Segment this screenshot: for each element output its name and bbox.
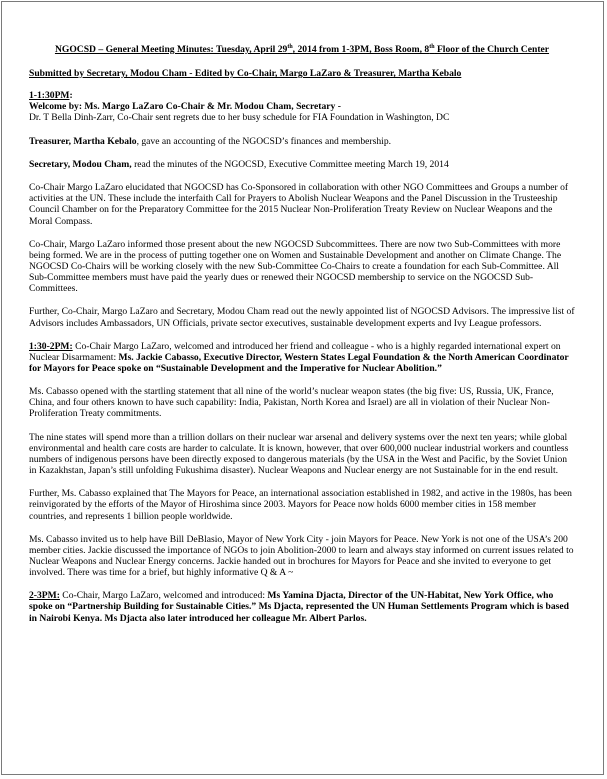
regrets-line: Dr. T Bella Dinh-Zarr, Co-Chair sent regrets due to her busy schedule for FIA Foundation in Washington, DC [29,112,450,124]
subcommittees-paragraph: Co-Chair, Margo LaZaro informed those present about the new NGOCSD Subcommittees. There are now two Sub-Committees with more being formed. We are in the process of putting together one on Women and Sustainable Development and another on Climate Change. The NGOCSD Co-Chairs will be working closely with the new Sub-Committee Co-Chairs to create a foundation for each Sub-Committee. All Sub-Committee members must have paid the yearly dues or renewed their NGOCSD membership to service on the NGOCSD Sub-Committees. [29,238,562,295]
advisors-paragraph: Further, Co-Chair, Margo LaZaro and Secretary, Modou Cham read out the newly appointed list of NGOCSD Advisors. The impressive list of Advisors includes Ambassadors, UN Officials, private sector executives, sustainable development experts and Ivy League professors. [29,306,575,329]
deblasio-paragraph: Ms. Cabasso invited us to help have Bill DeBlasio, Mayor of New York City - join Mayors for Peace. New York is not one of the USA’s 200 member cities. Jackie discussed the importance of NGOs to join Abolition-2000 to learn and always stay informed on current issues related to Nuclear Weapons and Nuclear Energy concerns. Jackie handed out in brochures for Mayors for Peace and she invited to everyone to get involved. There was time for a brief, but highly informative Q & A ~ [29,533,574,579]
session-2-paragraph: 1:30-2PM: Co-Chair Margo LaZaro, welcomed and introduced her friend and colleague - who is a highly regarded international expert on Nuclear Disarmament: Ms. Jackie Cabasso, Executive Director, Western States Legal Foundation & the North American Coordinator for Mayors for Peace spoke on “Sustainable Development and the Imperative for Nuclear Abolition.” [29,340,569,374]
document-title: NGOCSD – General Meeting Minutes: Tuesday, April 29th, 2014 from 1-3PM, Boss Room, 8th Floor of the Church Center [54,43,550,55]
submitted-by-line: Submitted by Secretary, Modou Cham - Edited by Co-Chair, Margo LaZaro & Treasurer, Martha Kebalo [29,68,462,80]
cabasso-paragraph-2: The nine states will spend more than a trillion dollars on their nuclear war arsenal and delivery systems over the next ten years; while global environmental and health care costs are harder to calculate. It is known, however, that over 600,000 nuclear industrial workers and countless numbers of indigenous persons have been directly exposed to dangerous materials (by the USA in the West and Pacific, by the Soviet Union in Kazakhstan, Japan’s still unfolding Fukushima disaster). Nuclear Weapons and Nuclear energy are not Sustainable for in the end result. [29,431,569,477]
secretary-paragraph: Secretary, Modou Cham, read the minutes of the NGOCSD, Executive Committee meeting March 19, 2014 [29,158,449,170]
document-page [1,1,604,775]
mayors-paragraph: Further, Ms. Cabasso explained that The Mayors for Peace, an international association established in 1982, and active in the 1980s, has been reinvigorated by the efforts of the Mayor of Hiroshima since 2003. Mayors for Peace now holds 6000 member cities in 158 member countries, and represents 1 billion people worldwide. [29,488,572,522]
session-1-heading: 1-1:30PM: [29,90,73,102]
cabasso-paragraph-1: Ms. Cabasso opened with the startling statement that all nine of the world’s nuclear weapon states (the big five: US, Russia, UK, France, China, and four others known to have such capability: India, Pakistan, North Korea and Israel) are all in violation of their Nuclear Non-Proliferation Treaty commitments. [29,386,554,420]
treasurer-paragraph: Treasurer, Martha Kebalo, gave an accounting of the NGOCSD’s finances and membership. [29,135,392,147]
cosponsor-paragraph: Co-Chair Margo LaZaro elucidated that NGOCSD has Co-Sponsored in collaboration with other NGO Committees and Groups a number of activities at the UN. These include the interfaith Call for Prayers to Abolish Nuclear Weapons and the Panel Discussion in the Trusteeship Council Chamber on for the Preparatory Committee for the 2015 Nuclear Non-Proliferation Treaty Review on Nuclear Weapons and the Moral Compass. [29,182,569,227]
welcome-line: Welcome by: Ms. Margo LaZaro Co-Chair & Mr. Modou Cham, Secretary - [29,101,341,113]
document-body [29,44,575,636]
session-3-paragraph: 2-3PM: Co-Chair, Margo LaZaro, welcomed and introduced: Ms Yamina Djacta, Director of the UN-Habitat, New York Office, who spoke on “Partnership Building for Sustainable Cities.” Ms Djacta, represented the UN Human Settlements Program which is based in Nairobi Kenya. Ms Djacta also later introduced her colleague Mr. Albert Parlos. [29,590,570,624]
